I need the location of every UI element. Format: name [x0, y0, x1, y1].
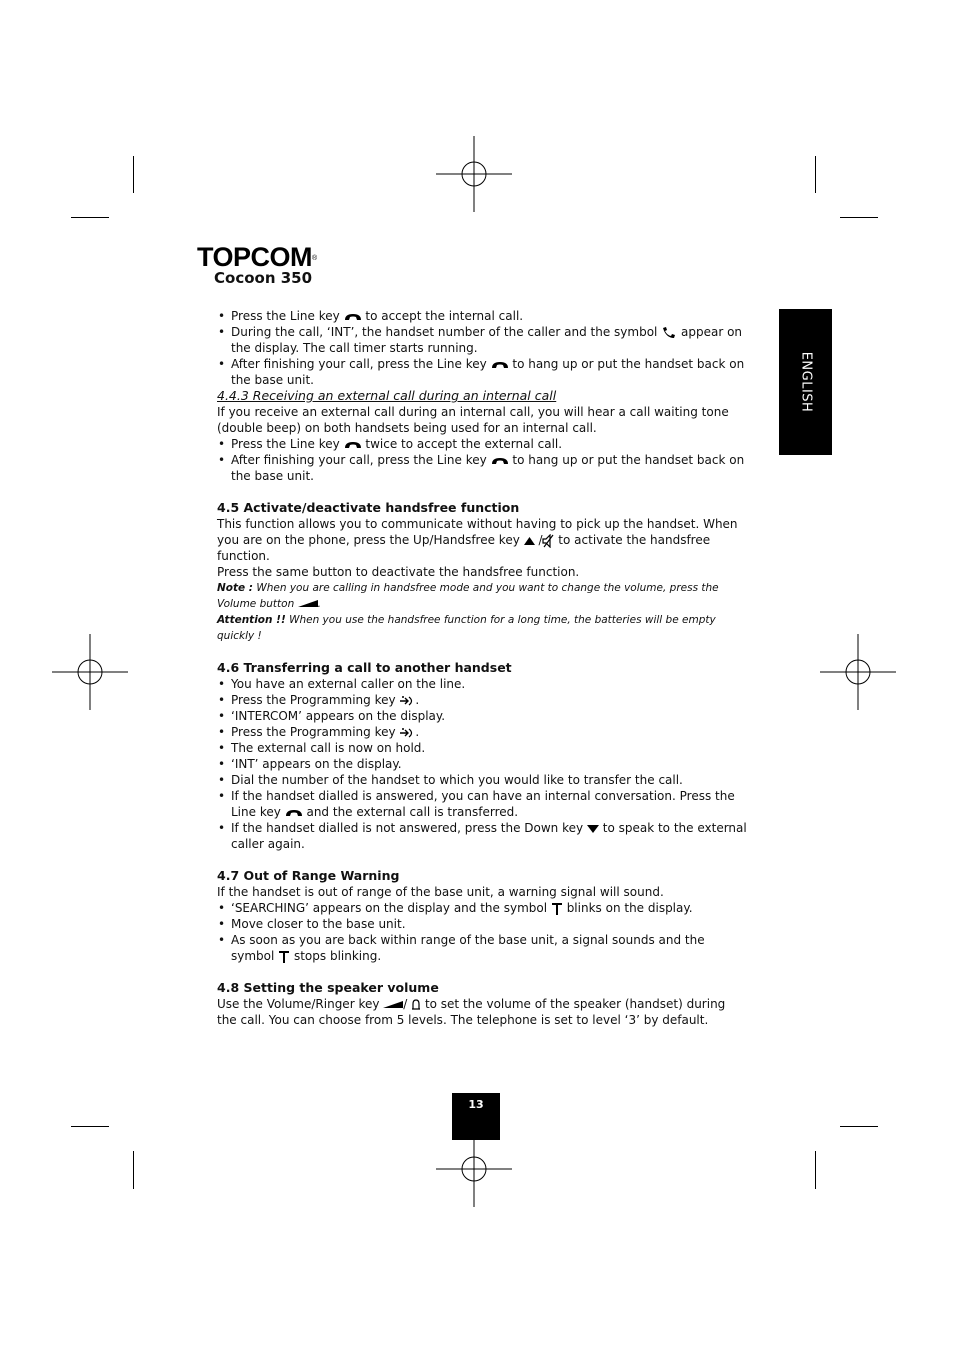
list-item: • ‘INTERCOM’ appears on the display. [217, 708, 747, 724]
list-item: • Press the Programming key . [217, 692, 747, 708]
phone-handset-icon [344, 312, 362, 322]
registration-mark-right [820, 634, 896, 710]
language-tab [779, 309, 832, 455]
bell-icon [411, 999, 421, 1011]
attention-note: Attention !! When you use the handsfree function for a long time, the batteries will be empty quickly ! [217, 614, 716, 642]
registration-mark-left [52, 634, 128, 710]
crop-mark [840, 217, 878, 218]
antenna-icon [551, 902, 563, 916]
list-item: • Press the Line key twice to accept the external call. [217, 436, 747, 452]
phone-handset-icon [285, 808, 303, 818]
list [217, 900, 747, 964]
list-item: • Press the Programming key . [217, 724, 747, 740]
up-arrow-icon [524, 536, 535, 546]
down-arrow-icon [587, 824, 599, 834]
volume-ramp-icon [383, 1001, 403, 1009]
list-item: • During the call, ‘INT’, the handset number of the caller and the symbol appear on the display. The call timer starts running. [217, 324, 747, 356]
programming-key-icon [399, 694, 415, 708]
section-title: 4.8 Setting the speaker volume [217, 980, 439, 995]
list-item: • The external call is now on hold. [217, 740, 747, 756]
volume-ramp-icon [298, 600, 318, 608]
phone-handset-icon [491, 456, 509, 466]
brand-name: TOPCOM [197, 242, 313, 272]
list [217, 676, 747, 852]
paragraph: If the handset is out of range of the base unit, a warning signal will sound. [217, 885, 664, 899]
list [217, 436, 747, 484]
registration-mark-bottom [436, 1131, 512, 1207]
crop-mark [815, 1151, 816, 1189]
section-title: 4.7 Out of Range Warning [217, 868, 400, 883]
list-item: • Move closer to the base unit. [217, 916, 747, 932]
phone-receiver-icon [661, 326, 677, 340]
list-item: • Dial the number of the handset to which you would like to transfer the call. [217, 772, 747, 788]
paragraph: If you receive an external call during an internal call, you will hear a call waiting tone (double beep) on both handsets being used for an internal call. [217, 405, 729, 435]
list-item: • ‘SEARCHING’ appears on the display and the symbol blinks on the display. [217, 900, 747, 916]
page-number-box [452, 1093, 500, 1140]
brand-logo [197, 243, 317, 271]
crop-mark [840, 1126, 878, 1127]
speaker-icon [542, 534, 554, 548]
product-name: Cocoon 350 [214, 269, 313, 287]
registration-mark-top [436, 136, 512, 212]
list-item: • As soon as you are back within range of the base unit, a signal sounds and the symbol stops blinking. [217, 932, 747, 964]
paragraph: Use the Volume/Ringer key / to set the volume of the speaker (handset) during the call. You can choose from 5 levels. The telephone is set to level ‘3’ by default. [217, 997, 726, 1027]
intro-list [217, 308, 747, 388]
subsection-title: 4.4.3 Receiving an external call during an internal call [217, 388, 557, 403]
section-title: 4.5 Activate/deactivate handsfree function [217, 500, 520, 515]
crop-mark [815, 156, 816, 193]
list-item: • After finishing your call, press the Line key to hang up or put the handset back on the base unit. [217, 356, 747, 388]
crop-mark [133, 156, 134, 193]
phone-handset-icon [491, 360, 509, 370]
crop-mark [71, 217, 109, 218]
crop-mark [133, 1151, 134, 1189]
list-item: • If the handset dialled is not answered, press the Down key to speak to the external caller again. [217, 820, 747, 852]
phone-handset-icon [344, 440, 362, 450]
brand-registered-mark: ® [312, 255, 317, 262]
crop-mark [71, 1126, 109, 1127]
main-content [217, 308, 747, 1028]
section-title: 4.6 Transferring a call to another handset [217, 660, 512, 675]
paragraph: Press the same button to deactivate the handsfree function. [217, 565, 580, 579]
note: Note : When you are calling in handsfree mode and you want to change the volume, press the Volume button . [217, 582, 719, 610]
list-item: • If the handset dialled is answered, you can have an internal conversation. Press the Line key and the external call is transferred. [217, 788, 747, 820]
list-item: • Press the Line key to accept the internal call. [217, 308, 747, 324]
paragraph: This function allows you to communicate without having to pick up the handset. When you are on the phone, press the Up/Handsfree key / to activate the handsfree function. [217, 517, 738, 563]
list-item: • After finishing your call, press the Line key to hang up or put the handset back on the base unit. [217, 452, 747, 484]
antenna-icon [278, 950, 290, 964]
list-item: • You have an external caller on the line. [217, 676, 747, 692]
page-number: 13 [468, 1098, 484, 1111]
list-item: • ‘INT’ appears on the display. [217, 756, 747, 772]
programming-key-icon [399, 726, 415, 740]
language-label: ENGLISH [798, 351, 813, 413]
